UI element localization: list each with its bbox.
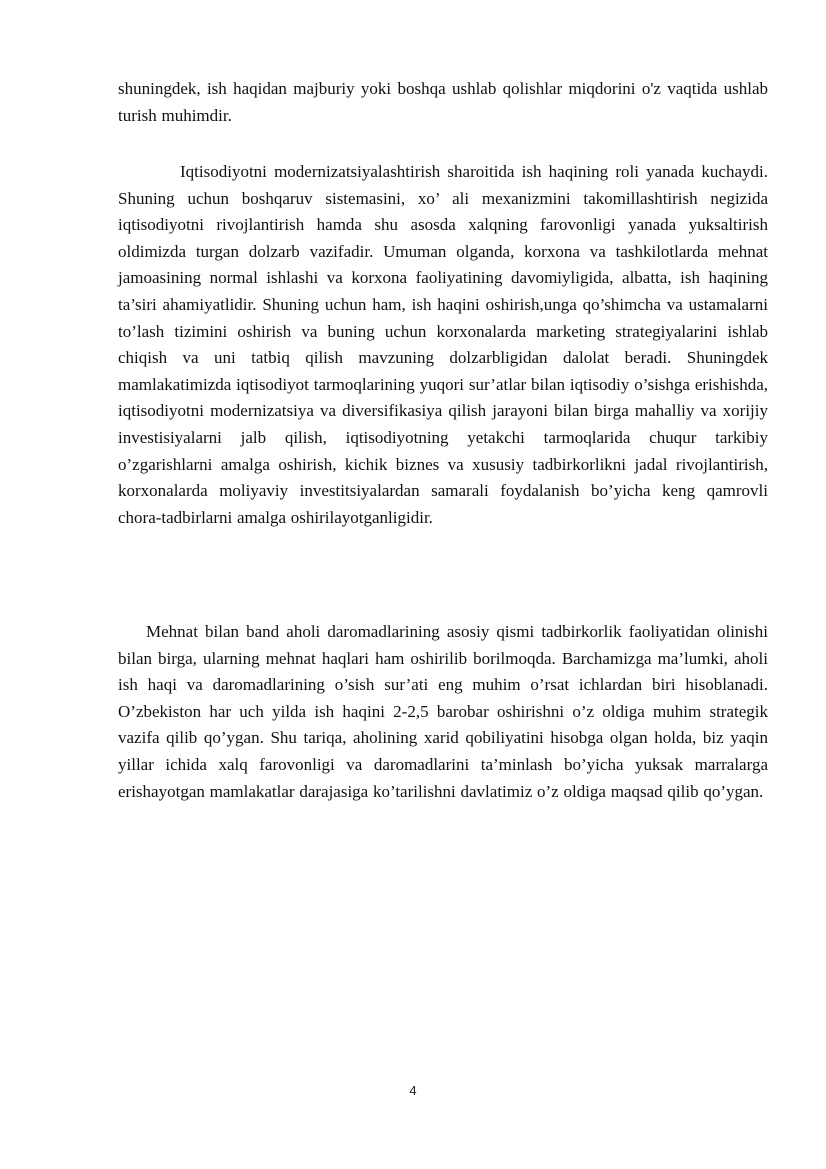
paragraph-continuation: shuningdek, ish haqidan majburiy yoki boshqa ushlab qolishlar miqdorini o'z vaqtida ushlab turish muhimdir. xyxy=(118,79,768,125)
page-number: 4 xyxy=(409,1083,417,1098)
paragraph-income: Mehnat bilan band aholi daromadlarining asosiy qismi tadbirkorlik faoliyatidan olinishi bilan birga, ularning mehnat haqlari ham oshirilib borilmoqda. Barchamizga ma’lumki, aholi ish haqi va daromadlarining o’sish sur’ati eng muhim o’rsat ichlardan biri hisoblanadi. O’zbekiston har uch yilda ish haqini 2-2,5 barobar oshirishni o’z oldiga muhim strategik vazifa qilib qo’ygan. Shu tariqa, aholining xarid qobiliyatini hisobga olgan holda, biz yaqin yillar ichida xalq farovonligi va daromadlarini ta’minlash bo’yicha yuksak marralarga erishayotgan mamlakatlar darajasiga ko’tarilishni davlatimiz o’z oldiga maqsad qilib qo’ygan. xyxy=(118,622,768,801)
paragraph-modernization: Iqtisodiyotni modernizatsiyalashtirish sharoitida ish haqining roli yanada kuchaydi. Shuning uchun boshqaruv sistemasini, xo’ ali mexanizmini takomillashtirish negizida iqtisodiyotni rivojlantirish hamda shu asosda xalqning farovonligi yanada yuksaltirish oldimizda turgan dolzarb vazifadir. Umuman olganda, korxona va tashkilotlarda mehnat jamoasining normal ishlashi va korxona faoliyatining davomiyligida, albatta, ish haqining ta’siri ahamiyatlidir. Shuning uchun ham, ish haqini oshirish,unga qo’shimcha va ustamalarni to’lash tizimini oshirish va buning uchun korxonalarda marketing strategiyalarini ishlab chiqish va uni tatbiq qilish mavzuning dolzarbligidan dalolat beradi. Shuningdek mamlakatimizda iqtisodiyot tarmoqlarining yuqori sur’atlar bilan iqtisodiy o’sishga erishishda, iqtisodiyotni modernizatsiya va diversifikasiya qilish jarayoni bilan birga mahalliy va xorijiy investisiyalarni jalb qilish, iqtisodiyotning yetakchi tarmoqlarida chuqur tarkibiy o’zgarishlarni amalga oshirish, kichik biznes va xususiy tadbirkorlikni jadal rivojlantirish, korxonalarda moliyaviy investitsiyalardan samarali foydalanish bo’yicha keng qamrovli chora-tadbirlarni amalga oshirilayotganligidir. xyxy=(118,162,768,527)
